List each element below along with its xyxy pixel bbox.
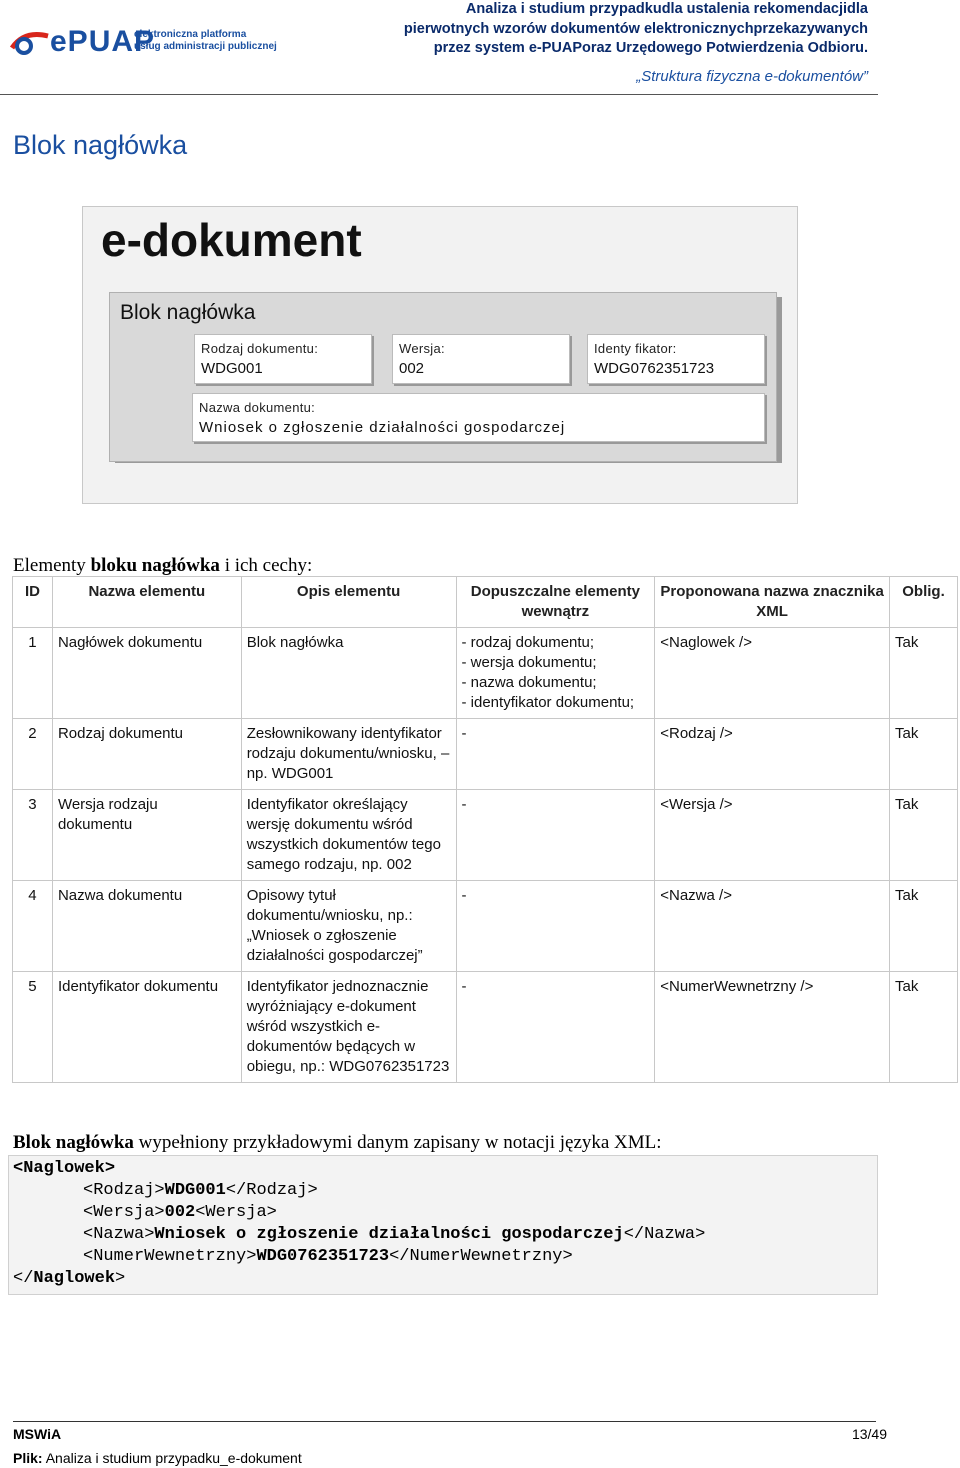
- swoosh-icon: [10, 28, 52, 56]
- cell-allowed: -: [456, 881, 655, 972]
- document-subtitle: „Struktura fizyczna e-dokumentów”: [636, 68, 868, 85]
- field-value: Wniosek o zgłoszenie działalności gospodarczej: [199, 419, 566, 436]
- xml-line: [83, 1225, 705, 1244]
- xml-line: [83, 1247, 573, 1266]
- field-document-name: [192, 393, 765, 442]
- column-header: Proponowana nazwa znacznika XML: [655, 577, 890, 628]
- footer-organization: MSWiA: [13, 1426, 62, 1442]
- field-value: 002: [399, 360, 425, 377]
- section-title: Blok nagłówka: [13, 130, 188, 160]
- xml-code-block: [8, 1155, 878, 1295]
- column-header: Opis elementu: [241, 577, 456, 628]
- cell-description: Identyfikator określający wersję dokumentu wśród wszystkich dokumentów tego samego rodzaju, np. 002: [241, 790, 456, 881]
- table-header-row: [13, 577, 958, 628]
- xml-tag: </Nazwa>: [623, 1225, 706, 1244]
- xml-tag: </NumerWewnetrzny>: [389, 1247, 573, 1266]
- xml-value: 002: [164, 1203, 196, 1222]
- cell-xml-tag: <Wersja />: [655, 790, 890, 881]
- xml-line: [83, 1203, 277, 1222]
- xml-tag: <Wersja>: [83, 1203, 165, 1222]
- cell-id: 2: [13, 719, 53, 790]
- cell-description: Zesłownikowany identyfikator rodzaju dokumentu/wniosku, – np. WDG001: [241, 719, 456, 790]
- caption-text: Elementy: [13, 555, 91, 576]
- field-label: Identy fikator:: [594, 341, 677, 356]
- document-title: [404, 0, 868, 59]
- cell-description: Blok nagłówka: [241, 628, 456, 719]
- table-row: [13, 881, 958, 972]
- caption-bold: bloku nagłówka: [90, 555, 220, 576]
- cell-name: Nazwa dokumentu: [52, 881, 241, 972]
- xml-value: WDG001: [164, 1181, 226, 1200]
- xml-tag: >: [115, 1269, 126, 1288]
- cell-name: Wersja rodzaju dokumentu: [52, 790, 241, 881]
- table-row: [13, 790, 958, 881]
- cell-id: 1: [13, 628, 53, 719]
- cell-name: Rodzaj dokumentu: [52, 719, 241, 790]
- field-version: [392, 334, 570, 384]
- page-header: [0, 0, 960, 96]
- table-caption: [13, 555, 312, 577]
- cell-xml-tag: <Nazwa />: [655, 881, 890, 972]
- title-line-3: przez system e-PUAPoraz Urzędowego Potwierdzenia Odbioru.: [433, 40, 868, 56]
- caption-text: i ich cechy:: [219, 555, 313, 576]
- xml-line: [13, 1269, 125, 1288]
- footer-file: [13, 1450, 302, 1466]
- page-number: 13/49: [851, 1426, 887, 1442]
- cell-id: 5: [13, 972, 53, 1083]
- cell-allowed: -: [456, 790, 655, 881]
- elements-table: [12, 576, 958, 1083]
- cell-xml-tag: <Naglowek />: [655, 628, 890, 719]
- field-label: Wersja:: [399, 341, 445, 356]
- logo-subtitle: [134, 29, 294, 53]
- cell-description: Identyfikator jednoznacznie wyróżniający e-dokument wśród wszystkich e-dokumentów będących w obiegu, np.: WDG0762351723: [241, 972, 456, 1083]
- field-document-type: [194, 334, 372, 384]
- cell-required: Tak: [890, 790, 958, 881]
- column-header: Oblig.: [890, 577, 958, 628]
- logo-wordmark: ePUAP: [50, 25, 156, 58]
- file-name: Analiza i studium przypadku_e-dokument: [42, 1450, 302, 1466]
- xml-line: [13, 1159, 115, 1178]
- cell-required: Tak: [890, 972, 958, 1083]
- title-line-2: pierwotnych wzorów dokumentów elektronicznychprzekazywanych: [403, 20, 868, 37]
- xml-value: WDG0762351723: [256, 1247, 390, 1266]
- logo-sub-line-1: elektroniczna platforma: [134, 29, 247, 40]
- diagram-title: e-dokument: [101, 214, 362, 266]
- caption-text: wypełniony przykładowymi danym zapisany w notacji języka XML:: [133, 1132, 662, 1153]
- footer-divider: [13, 1421, 876, 1422]
- column-header: ID: [13, 577, 53, 628]
- column-header: Dopuszczalne elementy wewnątrz: [456, 577, 655, 628]
- cell-xml-tag: <NumerWewnetrzny />: [655, 972, 890, 1083]
- xml-tag-name: Naglowek: [33, 1269, 116, 1288]
- xml-tag: <Rodzaj>: [83, 1181, 165, 1200]
- xml-value: Wniosek o zgłoszenie działalności gospodarczej: [154, 1225, 624, 1244]
- cell-allowed: -: [456, 972, 655, 1083]
- header-block: [109, 292, 777, 462]
- logo-sub-line-2: usług administracji publicznej: [134, 41, 277, 52]
- cell-required: Tak: [890, 719, 958, 790]
- xml-tag: </: [13, 1269, 34, 1288]
- epuap-logo: [10, 26, 280, 58]
- title-line-1: Analiza i studium przypadkudla ustalenia rekomendacjidla: [465, 1, 868, 17]
- table-row: [13, 628, 958, 719]
- e-document-diagram: [82, 206, 798, 504]
- cell-allowed: -: [456, 719, 655, 790]
- xml-tag: <NumerWewnetrzny>: [83, 1247, 257, 1266]
- cell-id: 4: [13, 881, 53, 972]
- header-divider: [0, 94, 878, 95]
- table-row: [13, 972, 958, 1083]
- cell-name: Nagłówek dokumentu: [52, 628, 241, 719]
- xml-tag: <Naglowek>: [13, 1159, 116, 1178]
- cell-xml-tag: <Rodzaj />: [655, 719, 890, 790]
- cell-required: Tak: [890, 628, 958, 719]
- caption-bold: Blok nagłówka: [13, 1132, 134, 1153]
- xml-tag: <Wersja>: [195, 1203, 277, 1222]
- xml-tag: <Nazwa>: [83, 1225, 155, 1244]
- cell-id: 3: [13, 790, 53, 881]
- cell-description: Opisowy tytuł dokumentu/wniosku, np.: „Wniosek o zgłoszenie działalności gospodarczej”: [241, 881, 456, 972]
- column-header: Nazwa elementu: [52, 577, 241, 628]
- field-value: WDG0762351723: [594, 360, 715, 377]
- field-identifier: [587, 334, 765, 384]
- cell-allowed: - rodzaj dokumentu; - wersja dokumentu; - nazwa dokumentu; - identyfikator dokumentu;: [456, 628, 655, 719]
- block-title: Blok nagłówka: [120, 301, 256, 324]
- field-label: Nazwa dokumentu:: [199, 400, 316, 415]
- field-value: WDG001: [201, 360, 263, 377]
- table-row: [13, 719, 958, 790]
- cell-required: Tak: [890, 881, 958, 972]
- xml-tag: </Rodzaj>: [225, 1181, 318, 1200]
- field-label: Rodzaj dokumentu:: [201, 341, 319, 356]
- cell-name: Identyfikator dokumentu: [52, 972, 241, 1083]
- xml-caption: [13, 1132, 662, 1154]
- file-label: Plik:: [13, 1450, 43, 1466]
- xml-line: [83, 1181, 318, 1200]
